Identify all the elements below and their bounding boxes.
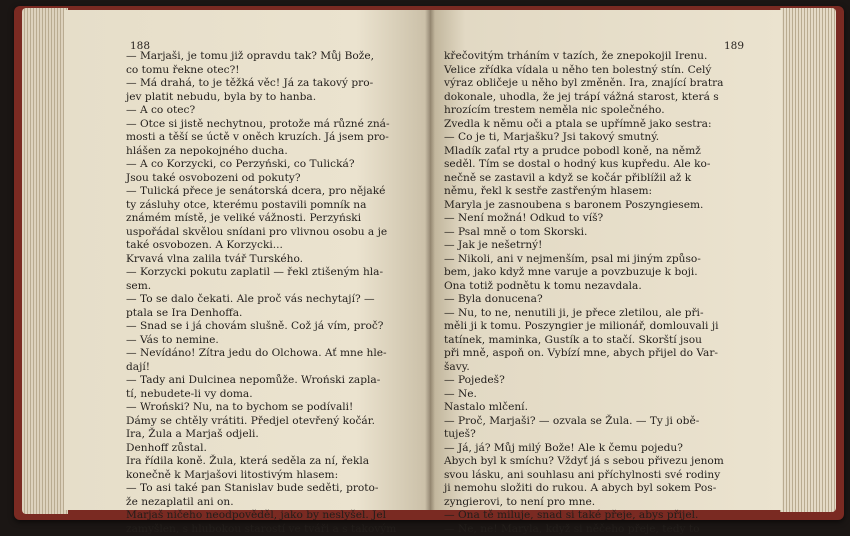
text-line: tatínek, maminka, Gustík a to stačí. Skorští jsou — [444, 334, 772, 348]
text-line: jev platit nebudu, byla by to hanba. — [126, 91, 466, 105]
text-line: svou lásku, ani souhlasu ani příchylnosti své rodiny — [444, 469, 772, 483]
text-line: — Byla donucena? — [444, 293, 772, 307]
text-line: Dámy se chtěly vrátiti. Předjel otevřený kočár. — [126, 415, 466, 429]
text-line: Denhoff zůstal. — [126, 442, 466, 456]
text-line: zamyšlen, s hlubokou starostí ve tváři a s takovým — [126, 523, 466, 536]
text-line: Jsou také osvobozeni od pokuty? — [126, 172, 466, 186]
text-line: Ira, Žula a Marjaš odjeli. — [126, 428, 466, 442]
text-line: — Proč, Marjaši? — ozvala se Žula. — Ty ji obě- — [444, 415, 772, 429]
text-line: — Jak je nešetrný! — [444, 239, 772, 253]
left-page-text — [126, 50, 466, 536]
text-line: měli ji k tomu. Poszyngier je milionář, domlouvali ji — [444, 320, 772, 334]
text-line: — Psal mně o tom Skorski. — [444, 226, 772, 240]
text-line: konečně k Marjašovi litostivým hlasem: — [126, 469, 466, 483]
text-line: — Co je ti, Marjašku? Jsi takový smutný. — [444, 131, 772, 145]
text-line: tí, nebudete-li vy doma. — [126, 388, 466, 402]
text-line: — Nevídáno! Zítra jedu do Olchowa. Ať mne hle- — [126, 347, 466, 361]
text-line: tuješ? — [444, 428, 772, 442]
text-line: hlášen za nepokojného ducha. — [126, 145, 466, 159]
text-line: — Nu, to ne, nenutili ji, je přece zletilou, ale při- — [444, 307, 772, 321]
text-line: — Není možná! Odkud to víš? — [444, 212, 772, 226]
page-number-left: 188 — [130, 40, 150, 52]
text-line: že nezaplatil ani on. — [126, 496, 466, 510]
text-line: hrozícím trestem neměla nic společného. — [444, 104, 772, 118]
text-line: také osvobozen. A Korzycki... — [126, 239, 466, 253]
book-gutter — [425, 10, 435, 510]
text-line: výraz obličeje u něho byl změněn. Ira, znající bratra — [444, 77, 772, 91]
text-line: seděl. Tím se dostal o hodný kus kupředu. Ale ko- — [444, 158, 772, 172]
text-line: nečně se zastavil a když se kočár přiblížil až k — [444, 172, 772, 186]
text-line: — Ne. — [444, 388, 772, 402]
text-line: — To asi také pan Stanislav bude seděti, proto- — [126, 482, 466, 496]
text-line: — Má drahá, to je těžká věc! Já za takový pro- — [126, 77, 466, 91]
text-line: Abych byl k smíchu? Vždyť já s sebou přivezu jenom — [444, 455, 772, 469]
text-line: dají! — [126, 361, 466, 375]
text-line: Zvedla k němu oči a ptala se upřímně jako sestra: — [444, 118, 772, 132]
text-line: Mladík zaťal rty a prudce pobodl koně, na němž — [444, 145, 772, 159]
text-line: — A co otec? — [126, 104, 466, 118]
text-line: — To se dalo čekati. Ale proč vás nechytají? — — [126, 293, 466, 307]
text-line: ptala se Ira Denhoffa. — [126, 307, 466, 321]
text-line: — Tulická přece je senátorská dcera, pro nějaké — [126, 185, 466, 199]
text-line: Maryla je zasnoubena s baronem Poszyngiesem. — [444, 199, 772, 213]
text-line: křečovitým trháním v tazích, že znepokojil Irenu. — [444, 50, 772, 64]
text-line: Velice zřídka vídala u něho ten bolestný stín. Celý — [444, 64, 772, 78]
text-line: — Vás to nemine. — [126, 334, 466, 348]
right-page — [430, 10, 782, 510]
text-line: němu, řekl k sestře zastřeným hlasem: — [444, 185, 772, 199]
text-line: Krvavá vlna zalila tvář Turského. — [126, 253, 466, 267]
text-line: — Wroński? Nu, na to bychom se podívali! — [126, 401, 466, 415]
text-line: — Pojedeš? — [444, 374, 772, 388]
text-line: — Ona tě miluje, snad si také přeje, abys přijel. — [444, 509, 772, 523]
text-line: — Ne, ne! Maryla, když si něčeho přeje, tedy to — [444, 523, 772, 536]
text-line: co tomu řekne otec?! — [126, 64, 466, 78]
left-page — [64, 10, 430, 510]
text-line: — Korzycki pokutu zaplatil — řekl ztišeným hla- — [126, 266, 466, 280]
text-line: Ira řídila koně. Žula, která seděla za ní, řekla — [126, 455, 466, 469]
text-line: Nastalo mlčení. — [444, 401, 772, 415]
text-line: šavy. — [444, 361, 772, 375]
text-line: — Marjaši, je tomu již opravdu tak? Můj Bože, — [126, 50, 466, 64]
text-line: dokonale, uhodla, že jej trápí vážná starost, která s — [444, 91, 772, 105]
text-line: bem, jako když mne varuje a povzbuzuje k boji. — [444, 266, 772, 280]
text-line: — Otce si jistě nechytnou, protože má různé zná- — [126, 118, 466, 132]
text-line: — A co Korzycki, co Perzyński, co Tulická? — [126, 158, 466, 172]
text-line: uspořádal skvělou snídani pro vlivnou osobu a je — [126, 226, 466, 240]
text-line: — Tady ani Dulcinea nepomůže. Wroński zapla- — [126, 374, 466, 388]
page-number-right: 189 — [724, 40, 744, 52]
text-line: — Snad se i já chovám slušně. Což já vím, proč? — [126, 320, 466, 334]
text-line: při mně, aspoň on. Vybízí mne, abych přijel do Var- — [444, 347, 772, 361]
text-line: zyngierovi, to není pro mne. — [444, 496, 772, 510]
right-page-text — [444, 50, 772, 536]
text-line: Marjaš ničeho neodpověděl, jako by neslyšel. Jel — [126, 509, 466, 523]
text-line: mosti a těší se úctě v oněch kruzích. Já jsem pro- — [126, 131, 466, 145]
text-line: známém místě, je veliké vážnosti. Perzyński — [126, 212, 466, 226]
text-line: Ona totiž podnětu k tomu nezavdala. — [444, 280, 772, 294]
text-line: — Já, já? Můj milý Bože! Ale k čemu pojedu? — [444, 442, 772, 456]
text-line: — Nikoli, ani v nejmenším, psal mi jiným způso- — [444, 253, 772, 267]
page-edges-right — [780, 8, 836, 512]
text-line: sem. — [126, 280, 466, 294]
text-line: ty zásluhy otce, kterému postavili pomník na — [126, 199, 466, 213]
page-edges-left — [22, 8, 68, 514]
text-line: ji nemohu složiti do rukou. A abych byl sokem Pos- — [444, 482, 772, 496]
